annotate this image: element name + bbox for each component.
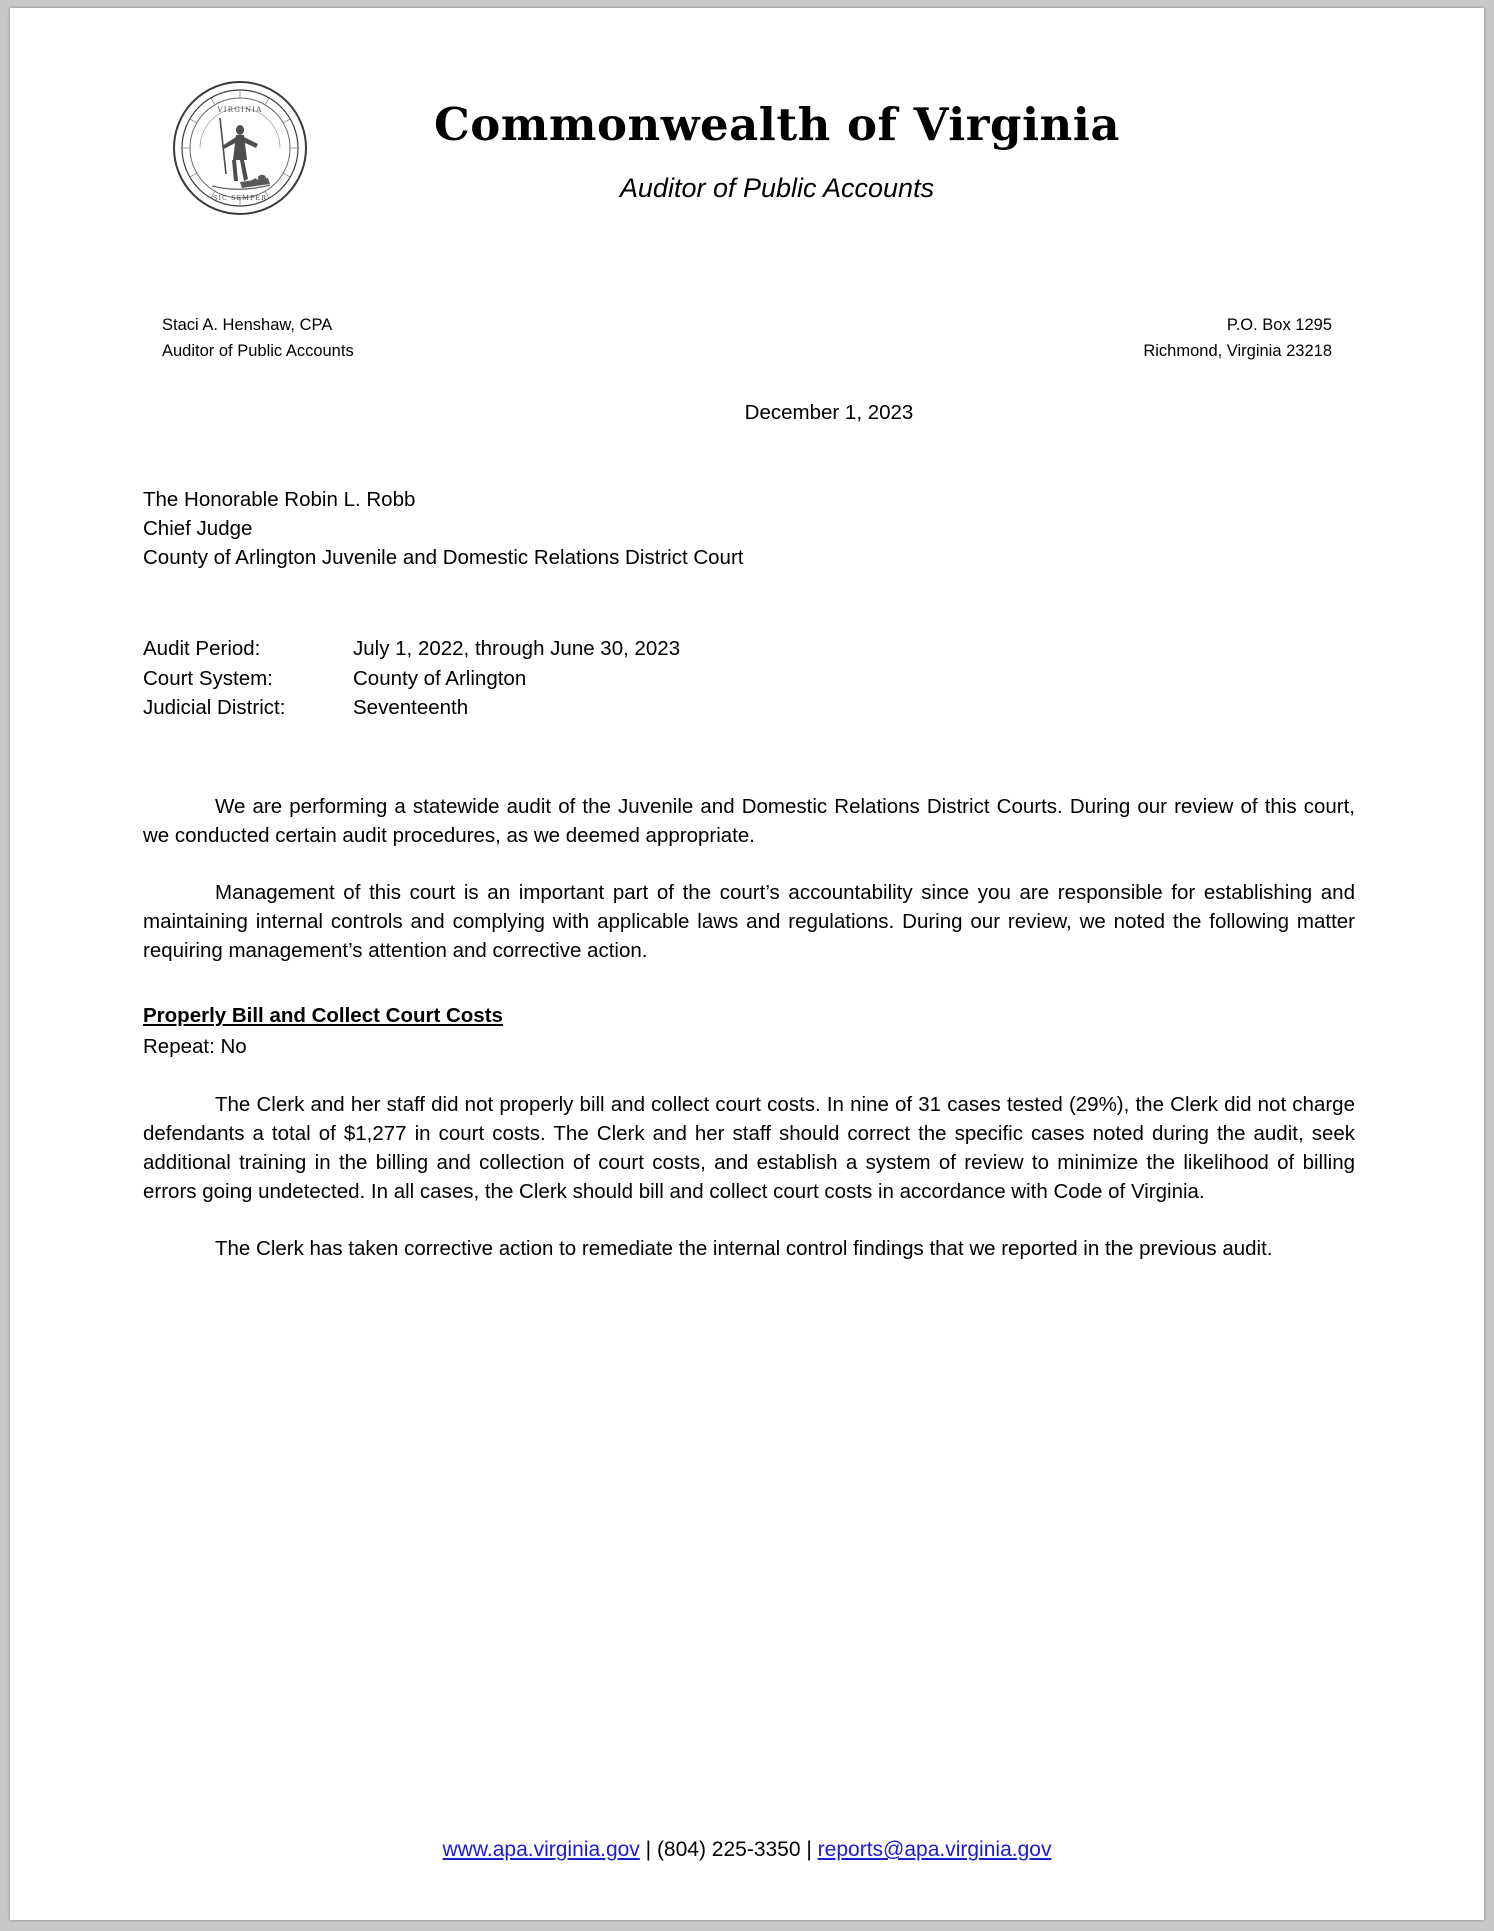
audit-metadata [143, 634, 1355, 721]
paragraph-text: The Clerk and her staff did not properly bill and collect court costs. In nine of 31 cases tested (29%), the Clerk did not charge defendants a total of $1,277 in court costs. The Clerk and her staff should correct the specific cases noted during the audit, seek additional training in the billing and collection of court costs, and establish a system of review to minimize the likelihood of billing errors going undetected. In all cases, the Clerk should bill and collect court costs in accordance with Code of Virginia. [143, 1092, 1355, 1203]
metadata-row [143, 634, 1355, 663]
website-link[interactable]: www.apa.virginia.gov [442, 1838, 640, 1861]
paragraph-finding-detail [143, 1090, 1355, 1206]
svg-text:VIRGINIA: VIRGINIA [217, 106, 263, 114]
metadata-row [143, 693, 1355, 722]
address-po-box: P.O. Box 1295 [1226, 316, 1332, 334]
letterhead [10, 68, 1484, 360]
finding-heading: Properly Bill and Collect Court Costs [143, 1004, 503, 1028]
letter-date: December 1, 2023 [744, 401, 914, 424]
court-system-label: Court System: [143, 666, 273, 690]
addressee-block [143, 485, 1355, 572]
paragraph-scope [143, 792, 1355, 850]
page-footer [10, 1838, 1484, 1862]
agency-address [1143, 313, 1332, 364]
footer-phone: (804) 225-3350 [656, 1838, 801, 1861]
footer-separator: | [639, 1838, 657, 1861]
letter-body [143, 398, 1355, 1291]
spacer [143, 993, 1355, 1001]
paragraph-text: Management of this court is an important part of the court’s accountability since you are responsible for establishing and maintaining internal controls and complying with applicable laws and regulations. During our review, we noted the following matter requiring management’s attention and corrective action. [143, 880, 1355, 963]
agency-subtitle: Auditor of Public Accounts [619, 173, 935, 203]
paragraph-management [143, 878, 1355, 965]
audit-period-label: Audit Period: [143, 637, 261, 661]
addressee-title: Chief Judge [143, 517, 253, 541]
address-city-state-zip: Richmond, Virginia 23218 [1143, 341, 1332, 360]
addressee-court: County of Arlington Juvenile and Domestic Relations District Court [143, 546, 744, 570]
footer-separator: | [800, 1838, 818, 1861]
page-content [10, 8, 1484, 1920]
commonwealth-title: Commonwealth of Virginia [433, 98, 1121, 151]
auditor-name: Staci A. Henshaw, CPA [162, 316, 333, 334]
addressee-name: The Honorable Robin L. Robb [143, 488, 416, 512]
metadata-row [143, 664, 1355, 693]
judicial-district-label: Judicial District: [143, 695, 286, 719]
auditor-identity [162, 313, 354, 364]
paragraph-corrective-action [143, 1234, 1355, 1263]
svg-text:SIC SEMPER: SIC SEMPER [213, 194, 267, 202]
paragraph-text: We are performing a statewide audit of the Juvenile and Domestic Relations District Courts. During our review of this court, we conducted certain audit procedures, as we deemed appropriate. [143, 794, 1355, 847]
document-page [10, 8, 1484, 1920]
virginia-state-seal-icon [170, 78, 310, 218]
audit-period-value: July 1, 2022, through June 30, 2023 [353, 637, 681, 661]
paragraph-text: The Clerk has taken corrective action to remediate the internal control findings that we reported in the previous audit. [215, 1236, 1273, 1260]
court-system-value: County of Arlington [353, 666, 527, 690]
auditor-title: Auditor of Public Accounts [162, 341, 354, 360]
letterhead-contact-row [10, 253, 1484, 360]
judicial-district-value: Seventeenth [353, 695, 469, 719]
finding-repeat-status: Repeat: No [143, 1035, 247, 1059]
email-link[interactable]: reports@apa.virginia.gov [817, 1838, 1052, 1861]
